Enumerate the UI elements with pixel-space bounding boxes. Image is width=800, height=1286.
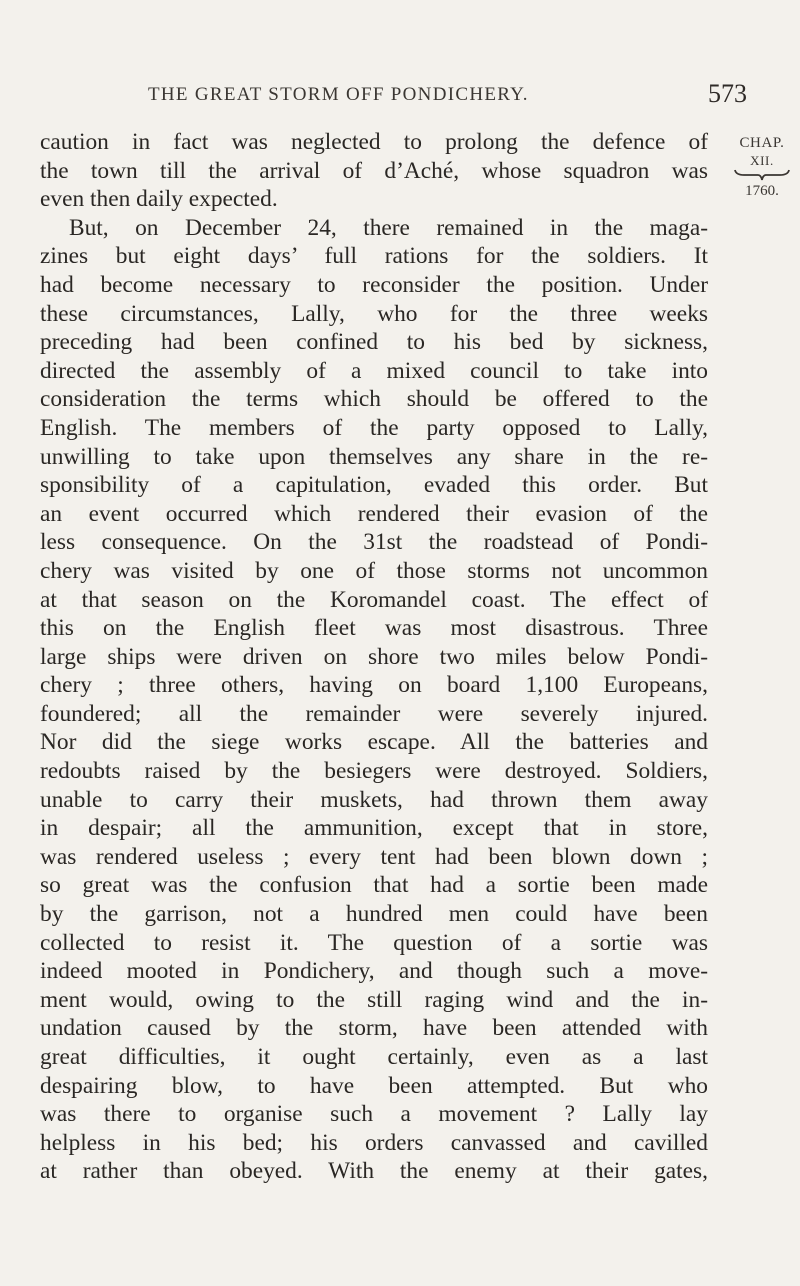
text-line: helpless in his bed; his orders canvassed and cavilled bbox=[40, 1129, 708, 1156]
text-line: by the garrison, not a hundred men could have been bbox=[40, 901, 708, 928]
text-line: had become necessary to reconsider the position. Under bbox=[40, 271, 708, 298]
text-line: at rather than obeyed. With the enemy at their gates, bbox=[40, 1158, 708, 1185]
text-line: unwilling to take upon themselves any share in the re- bbox=[40, 443, 708, 470]
body-text bbox=[40, 128, 708, 1186]
text-line: zines but eight days’ full rations for the soldiers. It bbox=[40, 243, 708, 270]
text-line: in despair; all the ammunition, except that in store, bbox=[40, 815, 708, 842]
text-line: was rendered useless ; every tent had been blown down ; bbox=[40, 843, 708, 870]
chapter-number: XII. bbox=[750, 153, 774, 168]
text-line: an event occurred which rendered their evasion of the bbox=[40, 500, 708, 527]
text-line: ment would, owing to the still raging wind and the in- bbox=[40, 986, 708, 1013]
text-line: But, on December 24, there remained in the maga- bbox=[69, 214, 708, 241]
text-line: foundered; all the remainder were severely injured. bbox=[40, 700, 708, 727]
text-line: great difficulties, it ought certainly, even as a last bbox=[40, 1044, 708, 1070]
text-line: at that season on the Koromandel coast. The effect of bbox=[40, 586, 708, 613]
text-line: indeed mooted in Pondichery, and though such a move- bbox=[40, 958, 708, 985]
text-line: sponsibility of a capitulation, evaded this order. But bbox=[40, 472, 708, 499]
brace-icon bbox=[734, 169, 790, 181]
text-line: unable to carry their muskets, had thrown them away bbox=[40, 786, 708, 813]
text-line: caution in fact was neglected to prolong the defence of bbox=[40, 129, 708, 155]
text-line: large ships were driven on shore two miles below Pondi- bbox=[40, 643, 708, 670]
text-line: this on the English fleet was most disastrous. Three bbox=[40, 615, 708, 642]
text-line: less consequence. On the 31st the roadstead of Pondi- bbox=[40, 529, 708, 556]
text-line: these circumstances, Lally, who for the three weeks bbox=[40, 300, 708, 327]
text-line: despairing blow, to have been attempted. But who bbox=[40, 1072, 708, 1099]
text-line: Nor did the siege works escape. All the batteries and bbox=[40, 729, 708, 756]
text-line: preceding had been confined to his bed by sickness, bbox=[40, 329, 708, 356]
running-title: THE GREAT STORM OFF PONDICHERY. bbox=[148, 84, 529, 105]
page-number: 573 bbox=[708, 79, 747, 108]
chapter-label: CHAP. bbox=[739, 135, 785, 151]
text-line: chery ; three others, having on board 1,100 Europeans, bbox=[40, 672, 708, 699]
year: 1760. bbox=[745, 183, 779, 199]
text-line: so great was the confusion that had a sortie been made bbox=[40, 872, 708, 899]
text-line: English. The members of the party opposed to Lally, bbox=[40, 414, 708, 441]
text-line: was there to organise such a movement ? Lally lay bbox=[40, 1101, 708, 1128]
text-line: redoubts raised by the besiegers were destroyed. Soldiers, bbox=[40, 758, 708, 785]
text-line: the town till the arrival of d’Aché, whose squadron was bbox=[40, 157, 708, 184]
margin-note bbox=[726, 133, 798, 201]
text-line: undation caused by the storm, have been attended with bbox=[40, 1015, 708, 1042]
running-head bbox=[0, 79, 800, 114]
text-line: even then daily expected. bbox=[40, 186, 278, 213]
text-line: consideration the terms which should be offered to the bbox=[40, 386, 708, 413]
text-line: collected to resist it. The question of a sortie was bbox=[40, 929, 708, 956]
text-line: directed the assembly of a mixed council to take into bbox=[40, 357, 708, 384]
text-line: chery was visited by one of those storms not uncommon bbox=[40, 557, 708, 584]
